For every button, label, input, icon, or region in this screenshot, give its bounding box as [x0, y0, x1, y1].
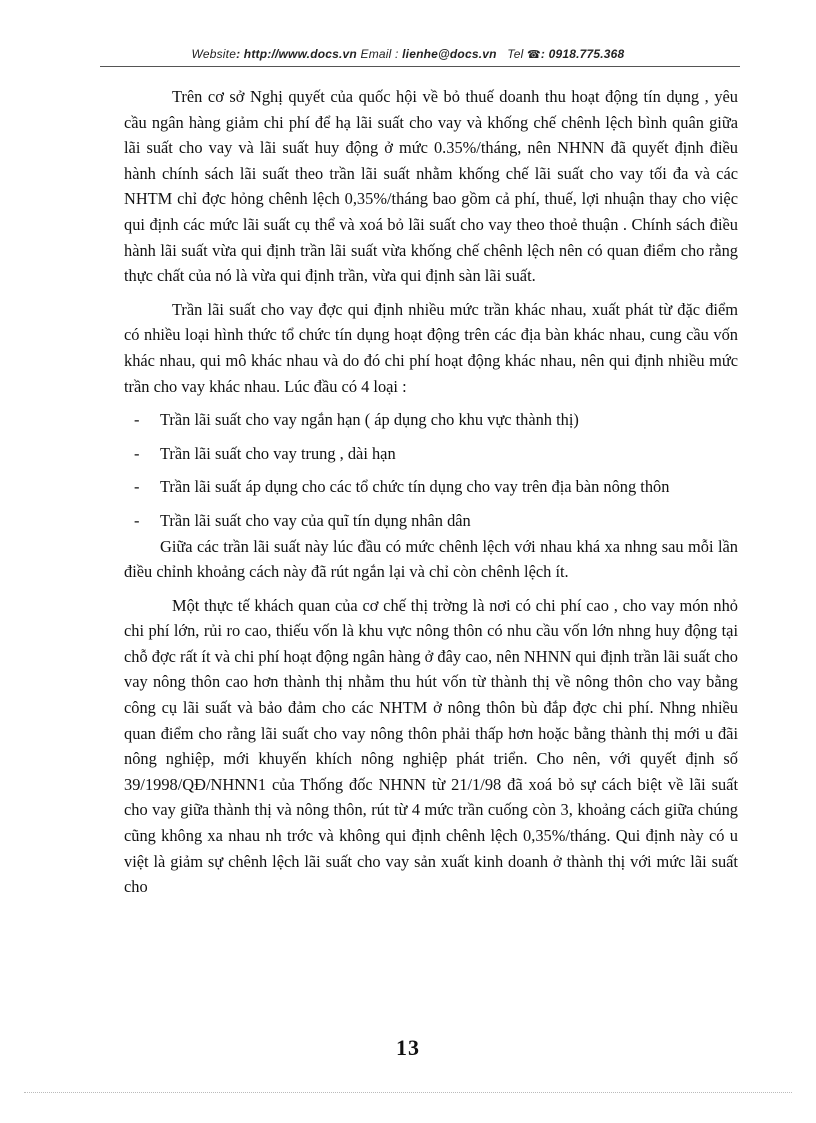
- bullet-marker: -: [134, 410, 140, 430]
- list-item: [124, 508, 738, 534]
- list-item-text: Trần lãi suất áp dụng cho các tổ chức tín dụng cho vay trên địa bàn nông thôn: [160, 477, 670, 497]
- list-item: [124, 441, 738, 467]
- phone-icon: ☎: [526, 49, 541, 61]
- list-item: [124, 407, 738, 433]
- list-item-text: Trần lãi suất cho vay của quĩ tín dụng nhân dân: [160, 510, 471, 530]
- bullet-marker: -: [134, 443, 140, 463]
- document-body: [124, 84, 738, 900]
- tel-label: Tel: [507, 47, 524, 61]
- website-url[interactable]: : http://www.docs.vn: [236, 47, 357, 61]
- tel-number: : 0918.775.368: [540, 47, 625, 61]
- header-divider: [100, 66, 740, 67]
- paragraph-4: Một thực tế khách quan của cơ chế thị trờng là nơi có chi phí cao , cho vay món nhỏ chi phí lớn, rủi ro cao, thiếu vốn là khu vực nông thôn có nhu cầu vốn lớn nhng huy động tại chỗ đợc rất ít và chi phí hoạt động ngân hàng ở đây cao, nên NHNN qui định trần lãi suất cho vay nông thôn cao hơn thành thị nhằm thu hút vốn từ thành thị về nông thôn cho vay bằng công cụ lãi suất và bảo đảm cho các NHTM ở nông thôn bù đắp đợc chi phí. Nhng nhiều quan điểm cho rằng lãi suất cho vay nông thôn phải thấp hơn hoặc bằng thành thị mới u đãi nông nghiệp, mới khuyến khích nông nghiệp phát triển. Cho nên, với quyết định số 39/1998/QĐ/NHNN1 của Thống đốc NHNN từ 21/1/98 đã xoá bỏ sự cách biệt về lãi suất cho vay giữa thành thị và nông thôn, rút từ 4 mức trần cuống còn 3, khoảng cách giữa chúng cũng không xa nhau nh trớc và không qui định chênh lệch 0,35%/tháng. Qui định này có u việt là giảm sự chênh lệch lãi suất cho vay sản xuất kinh doanh ở thành thị với mức lãi suất cho: [124, 595, 738, 897]
- paragraph-2: Trần lãi suất cho vay đợc qui định nhiều mức trần khác nhau, xuất phát từ đặc điểm có nhiều loại hình thức tổ chức tín dụng hoạt động trên các địa bàn khác nhau, cung cầu vốn khác nhau, qui mô khác nhau và do đó chi phí hoạt động khác nhau, nên qui định nhiều mức trần cho vay khác nhau. Lúc đầu có 4 loại :: [124, 299, 738, 396]
- paragraph-1: Trên cơ sở Nghị quyết của quốc hội về bỏ thuế doanh thu hoạt động tín dụng , yêu cầu ngân hàng giảm chi phí để hạ lãi suất cho vay và khống chế chênh lệch bình quân giữa lãi suất cho vay và lãi suất huy động ở mức 0.35%/tháng, nên NHNN đã quyết định điều hành chính sách lãi suất theo trần lãi suất nhằm khống chế lãi suất cho vay tối đa và các NHTM chỉ đợc hỏng chênh lệch 0,35%/tháng bao gồm cả phí, thuế, lợi nhuận thay cho việc qui định các mức lãi suất cụ thể và xoá bỏ lãi suất cho vay theo thoẻ thuận . Chính sách điều hành lãi suất vừa qui định trần lãi suất vừa khống chế chênh lệch nên có quan điểm cho rằng thực chất của nó là vừa qui định trần, vừa qui định sàn lãi suất.: [124, 87, 738, 286]
- page-bottom-border: [24, 1092, 792, 1093]
- list-item-text: Trần lãi suất cho vay trung , dài hạn: [160, 443, 396, 463]
- page-header: [0, 47, 816, 61]
- website-label: Website: [191, 47, 237, 61]
- list-item-text: Trần lãi suất cho vay ngắn hạn ( áp dụng cho khu vực thành thị): [160, 410, 579, 430]
- email-address[interactable]: lienhe@docs.vn: [398, 47, 497, 61]
- page-number: 13: [396, 1035, 420, 1060]
- list-item: [124, 474, 738, 500]
- paragraph-3: Giữa các trần lãi suất này lúc đầu có mức chênh lệch với nhau khá xa nhng sau mỗi lần điều chỉnh khoảng cách này đã rút ngắn lại và chỉ còn chênh lệch ít.: [124, 536, 738, 582]
- bullet-marker: -: [134, 477, 140, 497]
- email-label: Email :: [360, 47, 399, 61]
- bullet-marker: -: [134, 510, 140, 530]
